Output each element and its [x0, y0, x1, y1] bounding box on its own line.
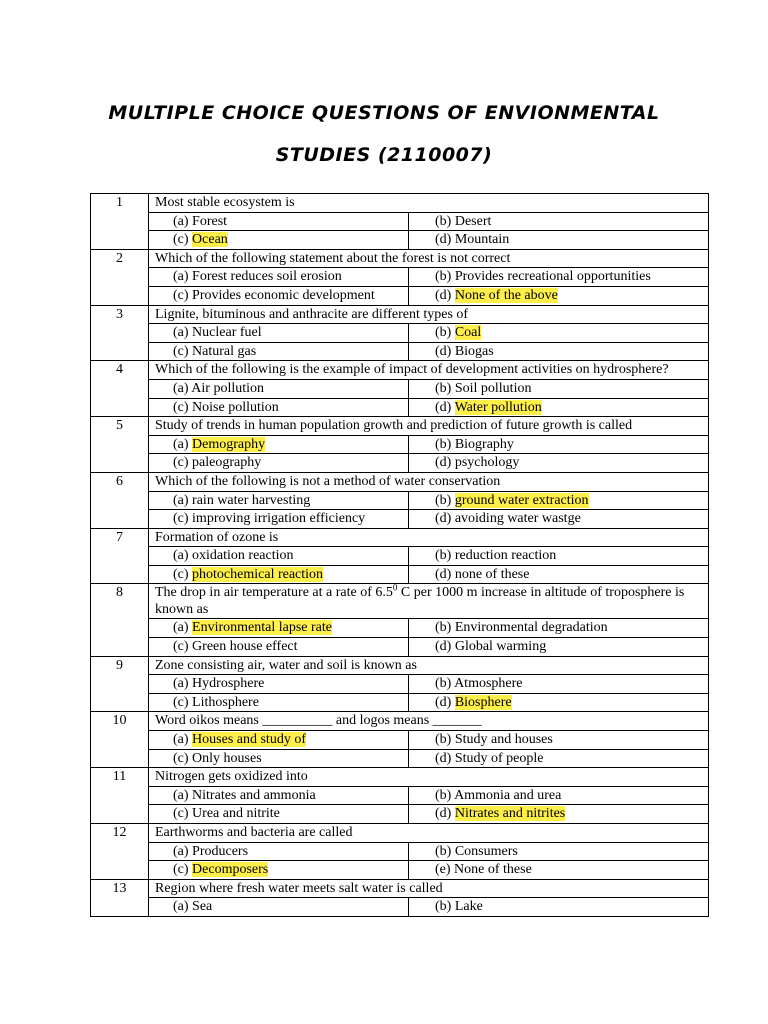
option-c	[149, 861, 409, 880]
option-c	[149, 510, 409, 529]
options-row	[91, 619, 709, 638]
option-label: (b)	[435, 380, 452, 396]
option-label: (c)	[173, 511, 189, 527]
option-label: (a)	[173, 436, 189, 452]
question-text: Which of the following statement about the forest is not correct	[149, 249, 709, 268]
degree-superscript: 0	[392, 583, 398, 593]
option-text: Ammonia and urea	[454, 787, 562, 803]
question-row	[91, 194, 709, 213]
options-row	[91, 842, 709, 861]
option-text: Air pollution	[191, 380, 265, 396]
option-text: Noise pollution	[192, 399, 279, 415]
option-label: (b)	[435, 732, 452, 748]
question-number: 5	[91, 417, 149, 473]
option-text-highlighted: Decomposers	[192, 862, 269, 878]
option-label: (d)	[435, 343, 452, 359]
question-number: 2	[91, 249, 149, 305]
option-text-highlighted: ground water extraction	[454, 492, 589, 508]
question-number: 12	[91, 824, 149, 880]
option-text: Hydrosphere	[192, 676, 265, 692]
option-text-highlighted: Water pollution	[454, 399, 542, 415]
question-row	[91, 768, 709, 787]
option-a	[149, 268, 409, 287]
option-label: (a)	[173, 732, 189, 748]
option-text: Provides recreational opportunities	[454, 269, 651, 285]
question-row	[91, 528, 709, 547]
option-text: improving irrigation efficiency	[192, 511, 366, 527]
option-label: (c)	[173, 806, 189, 822]
options-row	[91, 861, 709, 880]
question-row	[91, 472, 709, 491]
question-text: Region where fresh water meets salt water is called	[149, 879, 709, 898]
question-number: 3	[91, 305, 149, 361]
option-label: (d)	[435, 806, 452, 822]
options-row	[91, 324, 709, 343]
question-text: Zone consisting air, water and soil is known as	[149, 656, 709, 675]
question-row	[91, 305, 709, 324]
option-d	[409, 749, 709, 768]
question-number: 13	[91, 879, 149, 916]
option-text: Sea	[192, 899, 213, 915]
option-text-highlighted: Nitrates and nitrites	[454, 806, 566, 822]
option-label: (b)	[435, 269, 452, 285]
option-label: (c)	[173, 343, 189, 359]
question-row	[91, 417, 709, 436]
option-label: (b)	[435, 899, 452, 915]
option-text: Mountain	[454, 232, 510, 248]
option-label: (b)	[435, 620, 452, 636]
option-text-highlighted: Coal	[454, 325, 482, 341]
option-c	[149, 286, 409, 305]
question-number: 8	[91, 584, 149, 656]
option-a	[149, 675, 409, 694]
option-text-highlighted: None of the above	[454, 287, 558, 303]
options-row	[91, 565, 709, 584]
question-row	[91, 656, 709, 675]
option-text: rain water harvesting	[192, 492, 311, 508]
option-label: (d)	[435, 287, 452, 303]
option-label: (b)	[435, 492, 452, 508]
option-text: Only houses	[192, 750, 262, 766]
option-a	[149, 324, 409, 343]
option-label: (a)	[173, 380, 189, 396]
option-a	[149, 547, 409, 566]
option-d	[409, 805, 709, 824]
option-label: (a)	[173, 213, 189, 229]
question-text: Earthworms and bacteria are called	[149, 824, 709, 843]
option-label: (c)	[173, 694, 189, 710]
option-text: Environmental degradation	[454, 620, 608, 636]
option-label: (c)	[173, 399, 189, 415]
option-d	[409, 342, 709, 361]
option-a	[149, 731, 409, 750]
title-line-1: MULTIPLE CHOICE QUESTIONS OF ENVIONMENTAL	[108, 102, 660, 124]
option-b	[409, 268, 709, 287]
options-row	[91, 805, 709, 824]
option-d	[409, 398, 709, 417]
option-c	[149, 805, 409, 824]
question-text-part: The drop in air temperature at a rate of 6.5	[155, 585, 393, 601]
option-b	[409, 547, 709, 566]
option-text: paleography	[192, 455, 262, 471]
question-text: Word oikos means __________ and logos means _______	[149, 712, 709, 731]
question-number: 7	[91, 528, 149, 584]
option-text-highlighted: Ocean	[192, 232, 228, 248]
question-number: 11	[91, 768, 149, 824]
option-b	[409, 491, 709, 510]
option-text: Atmosphere	[454, 676, 523, 692]
option-text: Study and houses	[454, 732, 553, 748]
option-b	[409, 731, 709, 750]
option-b	[409, 379, 709, 398]
option-label: (d)	[435, 232, 452, 248]
option-a	[149, 898, 409, 917]
option-text: Consumers	[454, 843, 518, 859]
option-a	[149, 212, 409, 231]
option-b	[409, 675, 709, 694]
option-text: Green house effect	[192, 639, 298, 655]
option-d	[409, 286, 709, 305]
option-text: reduction reaction	[454, 548, 557, 564]
document-title	[0, 92, 768, 176]
title-line-2: STUDIES (2110007)	[275, 144, 493, 166]
mcq-table	[90, 193, 709, 917]
question-row	[91, 712, 709, 731]
option-c	[149, 693, 409, 712]
option-label: (c)	[173, 750, 189, 766]
option-label: (c)	[173, 862, 189, 878]
option-text: Lake	[454, 899, 483, 915]
option-b	[409, 212, 709, 231]
options-row	[91, 454, 709, 473]
option-label: (a)	[173, 492, 189, 508]
option-label: (c)	[173, 287, 189, 303]
option-c	[149, 398, 409, 417]
mcq-table-body	[91, 194, 709, 917]
option-d	[409, 231, 709, 250]
option-label: (c)	[173, 232, 189, 248]
option-a	[149, 379, 409, 398]
option-label: (d)	[435, 639, 452, 655]
option-label: (a)	[173, 787, 189, 803]
options-row	[91, 398, 709, 417]
question-number: 1	[91, 194, 149, 250]
option-a	[149, 491, 409, 510]
option-c	[149, 342, 409, 361]
option-c	[149, 231, 409, 250]
option-c	[149, 454, 409, 473]
option-a	[149, 435, 409, 454]
option-label: (e)	[435, 862, 451, 878]
option-c	[149, 749, 409, 768]
option-label: (d)	[435, 399, 452, 415]
option-d	[409, 565, 709, 584]
option-label: (a)	[173, 325, 189, 341]
option-a	[149, 842, 409, 861]
option-label: (d)	[435, 455, 452, 471]
option-label: (b)	[435, 213, 452, 229]
options-row	[91, 342, 709, 361]
option-c	[149, 638, 409, 657]
question-number: 9	[91, 656, 149, 712]
option-d	[409, 510, 709, 529]
question-row	[91, 584, 709, 619]
options-row	[91, 212, 709, 231]
question-text: Formation of ozone is	[149, 528, 709, 547]
options-row	[91, 491, 709, 510]
option-text-highlighted: Houses and study of	[192, 732, 306, 748]
options-row	[91, 749, 709, 768]
question-text	[149, 584, 709, 619]
option-label: (c)	[173, 639, 189, 655]
options-row	[91, 286, 709, 305]
option-label: (a)	[173, 548, 189, 564]
question-text: Most stable ecosystem is	[149, 194, 709, 213]
options-row	[91, 693, 709, 712]
question-text: Which of the following is the example of impact of development activities on hydrosphere?	[149, 361, 709, 380]
option-label: (b)	[435, 787, 452, 803]
option-text: Natural gas	[192, 343, 257, 359]
option-label: (b)	[435, 676, 452, 692]
question-row	[91, 879, 709, 898]
option-label: (b)	[435, 325, 452, 341]
question-text-part: C per 1000 m increase in altitude of troposphere is known as	[155, 585, 685, 618]
question-row	[91, 824, 709, 843]
option-label: (c)	[173, 566, 189, 582]
option-b	[409, 619, 709, 638]
question-text: Which of the following is not a method of water conservation	[149, 472, 709, 491]
option-text: Forest	[192, 213, 228, 229]
option-text: psychology	[454, 455, 520, 471]
option-b	[409, 898, 709, 917]
options-row	[91, 675, 709, 694]
options-row	[91, 379, 709, 398]
options-row	[91, 786, 709, 805]
question-number: 6	[91, 472, 149, 528]
option-label: (d)	[435, 694, 452, 710]
option-b	[409, 435, 709, 454]
option-label: (a)	[173, 269, 189, 285]
option-text: none of these	[454, 566, 530, 582]
option-label: (b)	[435, 548, 452, 564]
option-label: (b)	[435, 843, 452, 859]
option-d	[409, 861, 709, 880]
option-b	[409, 324, 709, 343]
option-text-highlighted: Demography	[192, 436, 266, 452]
option-a	[149, 619, 409, 638]
option-label: (a)	[173, 899, 189, 915]
question-text: Lignite, bituminous and anthracite are different types of	[149, 305, 709, 324]
option-text: Global warming	[454, 639, 547, 655]
option-label: (a)	[173, 676, 189, 692]
options-row	[91, 231, 709, 250]
question-row	[91, 361, 709, 380]
option-label: (d)	[435, 750, 452, 766]
question-text: Nitrogen gets oxidized into	[149, 768, 709, 787]
option-b	[409, 786, 709, 805]
option-text: Desert	[454, 213, 492, 229]
option-text-highlighted: Environmental lapse rate	[192, 620, 332, 636]
options-row	[91, 268, 709, 287]
option-text: Urea and nitrite	[192, 806, 280, 822]
question-row	[91, 249, 709, 268]
option-label: (c)	[173, 455, 189, 471]
option-text: Lithosphere	[192, 694, 259, 710]
question-number: 4	[91, 361, 149, 417]
option-c	[149, 565, 409, 584]
option-text: Forest reduces soil erosion	[192, 269, 342, 285]
option-text: Biogas	[454, 343, 494, 359]
option-d	[409, 638, 709, 657]
options-row	[91, 898, 709, 917]
option-text: Nuclear fuel	[192, 325, 262, 341]
question-number: 10	[91, 712, 149, 768]
option-d	[409, 454, 709, 473]
option-text: None of these	[454, 862, 532, 878]
option-text: Provides economic development	[192, 287, 375, 303]
option-a	[149, 786, 409, 805]
option-text-highlighted: photochemical reaction	[192, 566, 324, 582]
options-row	[91, 547, 709, 566]
option-text: Study of people	[454, 750, 544, 766]
option-text-highlighted: Biosphere	[454, 694, 512, 710]
option-text: Biography	[454, 436, 514, 452]
options-row	[91, 731, 709, 750]
option-d	[409, 693, 709, 712]
option-label: (a)	[173, 843, 189, 859]
option-label: (b)	[435, 436, 452, 452]
option-label: (d)	[435, 511, 452, 527]
options-row	[91, 638, 709, 657]
question-text: Study of trends in human population growth and prediction of future growth is called	[149, 417, 709, 436]
option-label: (d)	[435, 566, 452, 582]
option-text: Nitrates and ammonia	[192, 787, 316, 803]
option-b	[409, 842, 709, 861]
option-text: Producers	[192, 843, 249, 859]
option-text: avoiding water wastge	[454, 511, 581, 527]
options-row	[91, 435, 709, 454]
option-text: oxidation reaction	[192, 548, 294, 564]
options-row	[91, 510, 709, 529]
option-text: Soil pollution	[454, 380, 532, 396]
option-label: (a)	[173, 620, 189, 636]
